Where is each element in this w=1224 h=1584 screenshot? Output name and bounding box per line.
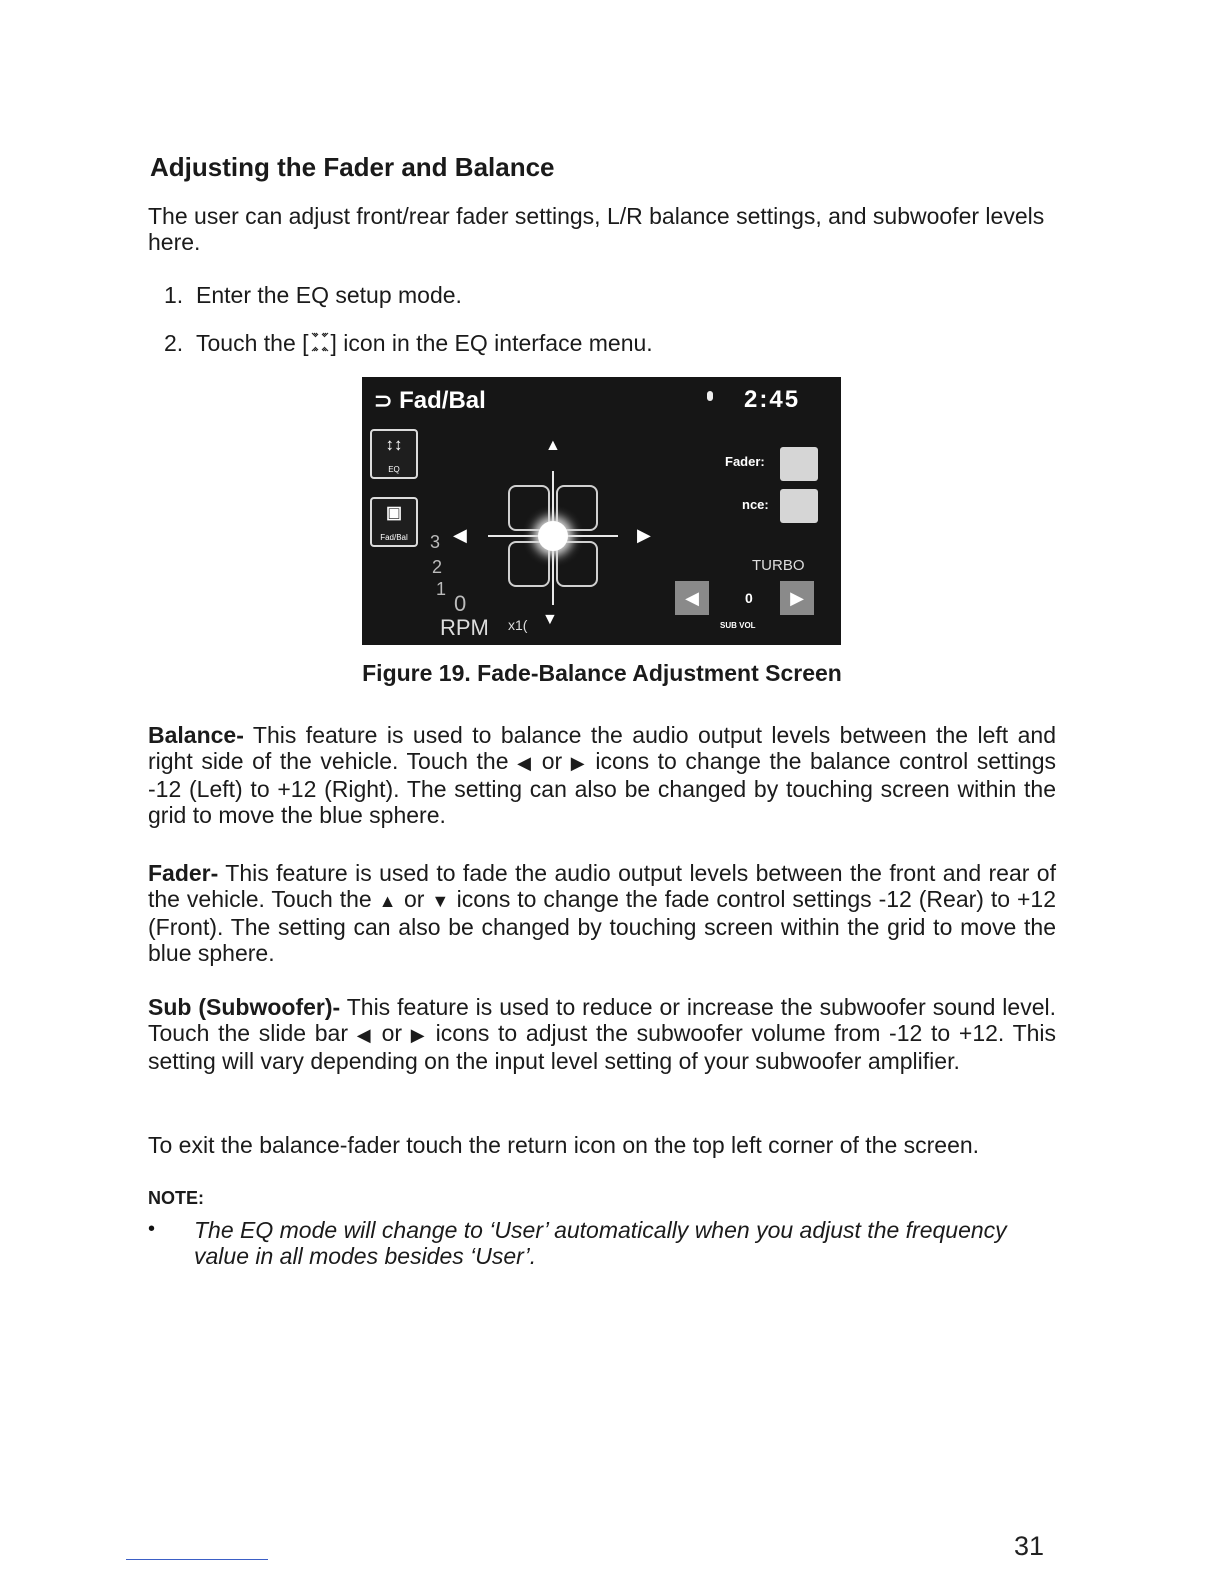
sub-left-button[interactable] <box>675 581 709 615</box>
status-dot-icon <box>707 391 713 401</box>
balance-text: This feature is used to balance the audio output levels between the left and right side of the vehicle. Touch the <box>148 722 1056 774</box>
sub-text: This feature is used to reduce or increase the subwoofer sound level. Touch the slide bar <box>148 994 1057 1046</box>
page-number: 31 <box>1014 1531 1045 1561</box>
right-triangle-icon: ▶ <box>790 588 804 608</box>
note-label: NOTE: <box>148 1188 204 1208</box>
note-text: The EQ mode will change to ‘User’ automatically when you adjust the frequency value in all modes besides ‘User’. <box>194 1217 1007 1269</box>
right-triangle-icon: ▶ <box>570 753 587 773</box>
screen-title-text: Fad/Bal <box>399 387 486 414</box>
right-triangle-icon: ▶ <box>410 1025 427 1045</box>
turbo-label: TURBO <box>752 557 805 574</box>
balance-right-arrow[interactable]: ▶ <box>637 525 651 545</box>
figure-caption: Figure 19. Fade-Balance Adjustment Screen <box>362 660 842 686</box>
step-text-after: ] icon in the EQ interface menu. <box>330 330 653 356</box>
fadbal-menu-button[interactable] <box>370 497 418 547</box>
left-triangle-icon: ◀ <box>356 1025 373 1045</box>
sub-volume-value: 0 <box>745 590 753 606</box>
eq-button-label: EQ <box>388 465 400 474</box>
balance-paragraph <box>148 722 1056 828</box>
sub-text: or <box>372 1020 411 1046</box>
balance-slider-button[interactable] <box>780 489 818 523</box>
balance-left-arrow[interactable]: ◀ <box>453 525 467 545</box>
return-icon[interactable]: ⊃ <box>374 388 393 413</box>
balance-text: icons to change the balance control settings -12 (Left) to +12 (Right). The setting can also be changed by touching screen within the grid to move the blue sphere. <box>148 748 1057 828</box>
gauge-digit: 1 <box>436 579 447 599</box>
fader-down-arrow[interactable]: ▼ <box>542 611 558 628</box>
step-number: 2. <box>164 330 184 356</box>
screen-title <box>374 387 486 415</box>
rpm-label: RPM <box>440 615 489 640</box>
step-2 <box>164 330 653 357</box>
sub-right-button[interactable] <box>780 581 814 615</box>
fader-text: This feature is used to fade the audio output levels between the front and rear of the vehicle. Touch the <box>148 860 1056 912</box>
left-triangle-icon: ◀ <box>517 753 534 773</box>
sub-vol-label: SUB VOL <box>720 621 756 630</box>
fader-text: or <box>397 886 432 912</box>
fader-label: Fader: <box>725 454 765 469</box>
fader-up-arrow[interactable]: ▲ <box>545 437 561 454</box>
bullet-icon: • <box>148 1218 156 1240</box>
balance-text: or <box>533 748 571 774</box>
step-text-before: Touch the [ <box>196 330 309 356</box>
up-triangle-icon: ▲ <box>378 891 398 911</box>
exit-paragraph: To exit the balance-fader touch the return icon on the top left corner of the screen. <box>148 1132 980 1158</box>
footer-rule <box>126 1559 268 1560</box>
fadbal-speakers-icon: ▣ <box>385 503 403 522</box>
sub-term: Sub (Subwoofer)- <box>148 994 341 1020</box>
step-1 <box>164 282 462 309</box>
fader-term: Fader- <box>148 860 219 886</box>
fade-balance-screen-image <box>362 377 841 645</box>
rpm-multiplier: x1( <box>508 617 528 633</box>
eq-sliders-icon: ↕↕ <box>385 435 403 454</box>
sub-paragraph <box>148 994 1056 1074</box>
fadbal-button-label: Fad/Bal <box>380 533 408 542</box>
section-heading: Adjusting the Fader and Balance <box>150 152 555 182</box>
fader-slider-button[interactable] <box>780 447 818 481</box>
fader-paragraph <box>148 860 1056 966</box>
balance-sphere[interactable] <box>538 521 568 551</box>
step-number: 1. <box>164 282 184 308</box>
gauge-digit: 2 <box>432 557 443 577</box>
balance-term: Balance- <box>148 722 244 748</box>
fader-text: icons to change the fade control settings -12 (Rear) to +12 (Front). The setting can also be changed by touching screen within the grid to move the blue sphere. <box>148 886 1056 966</box>
eq-menu-button[interactable] <box>370 429 418 479</box>
fad-bal-icon <box>309 331 331 353</box>
step-text: Enter the EQ setup mode. <box>196 282 462 308</box>
seat-rear-right-icon <box>556 541 598 587</box>
gauge-digit: 0 <box>454 591 467 616</box>
screen-clock: 2:45 <box>744 386 801 413</box>
down-triangle-icon: ▼ <box>431 891 450 911</box>
balance-label: nce: <box>742 497 769 512</box>
left-triangle-icon: ◀ <box>685 588 699 608</box>
gauge-digit: 3 <box>430 532 441 552</box>
sub-text: icons to adjust the subwoofer volume from -12 to +12. This setting will vary depending on the input level setting of your subwoofer amplifier. <box>148 1020 1057 1074</box>
intro-paragraph: The user can adjust front/rear fader settings, L/R balance settings, and subwoofer levels here. <box>148 203 1045 255</box>
